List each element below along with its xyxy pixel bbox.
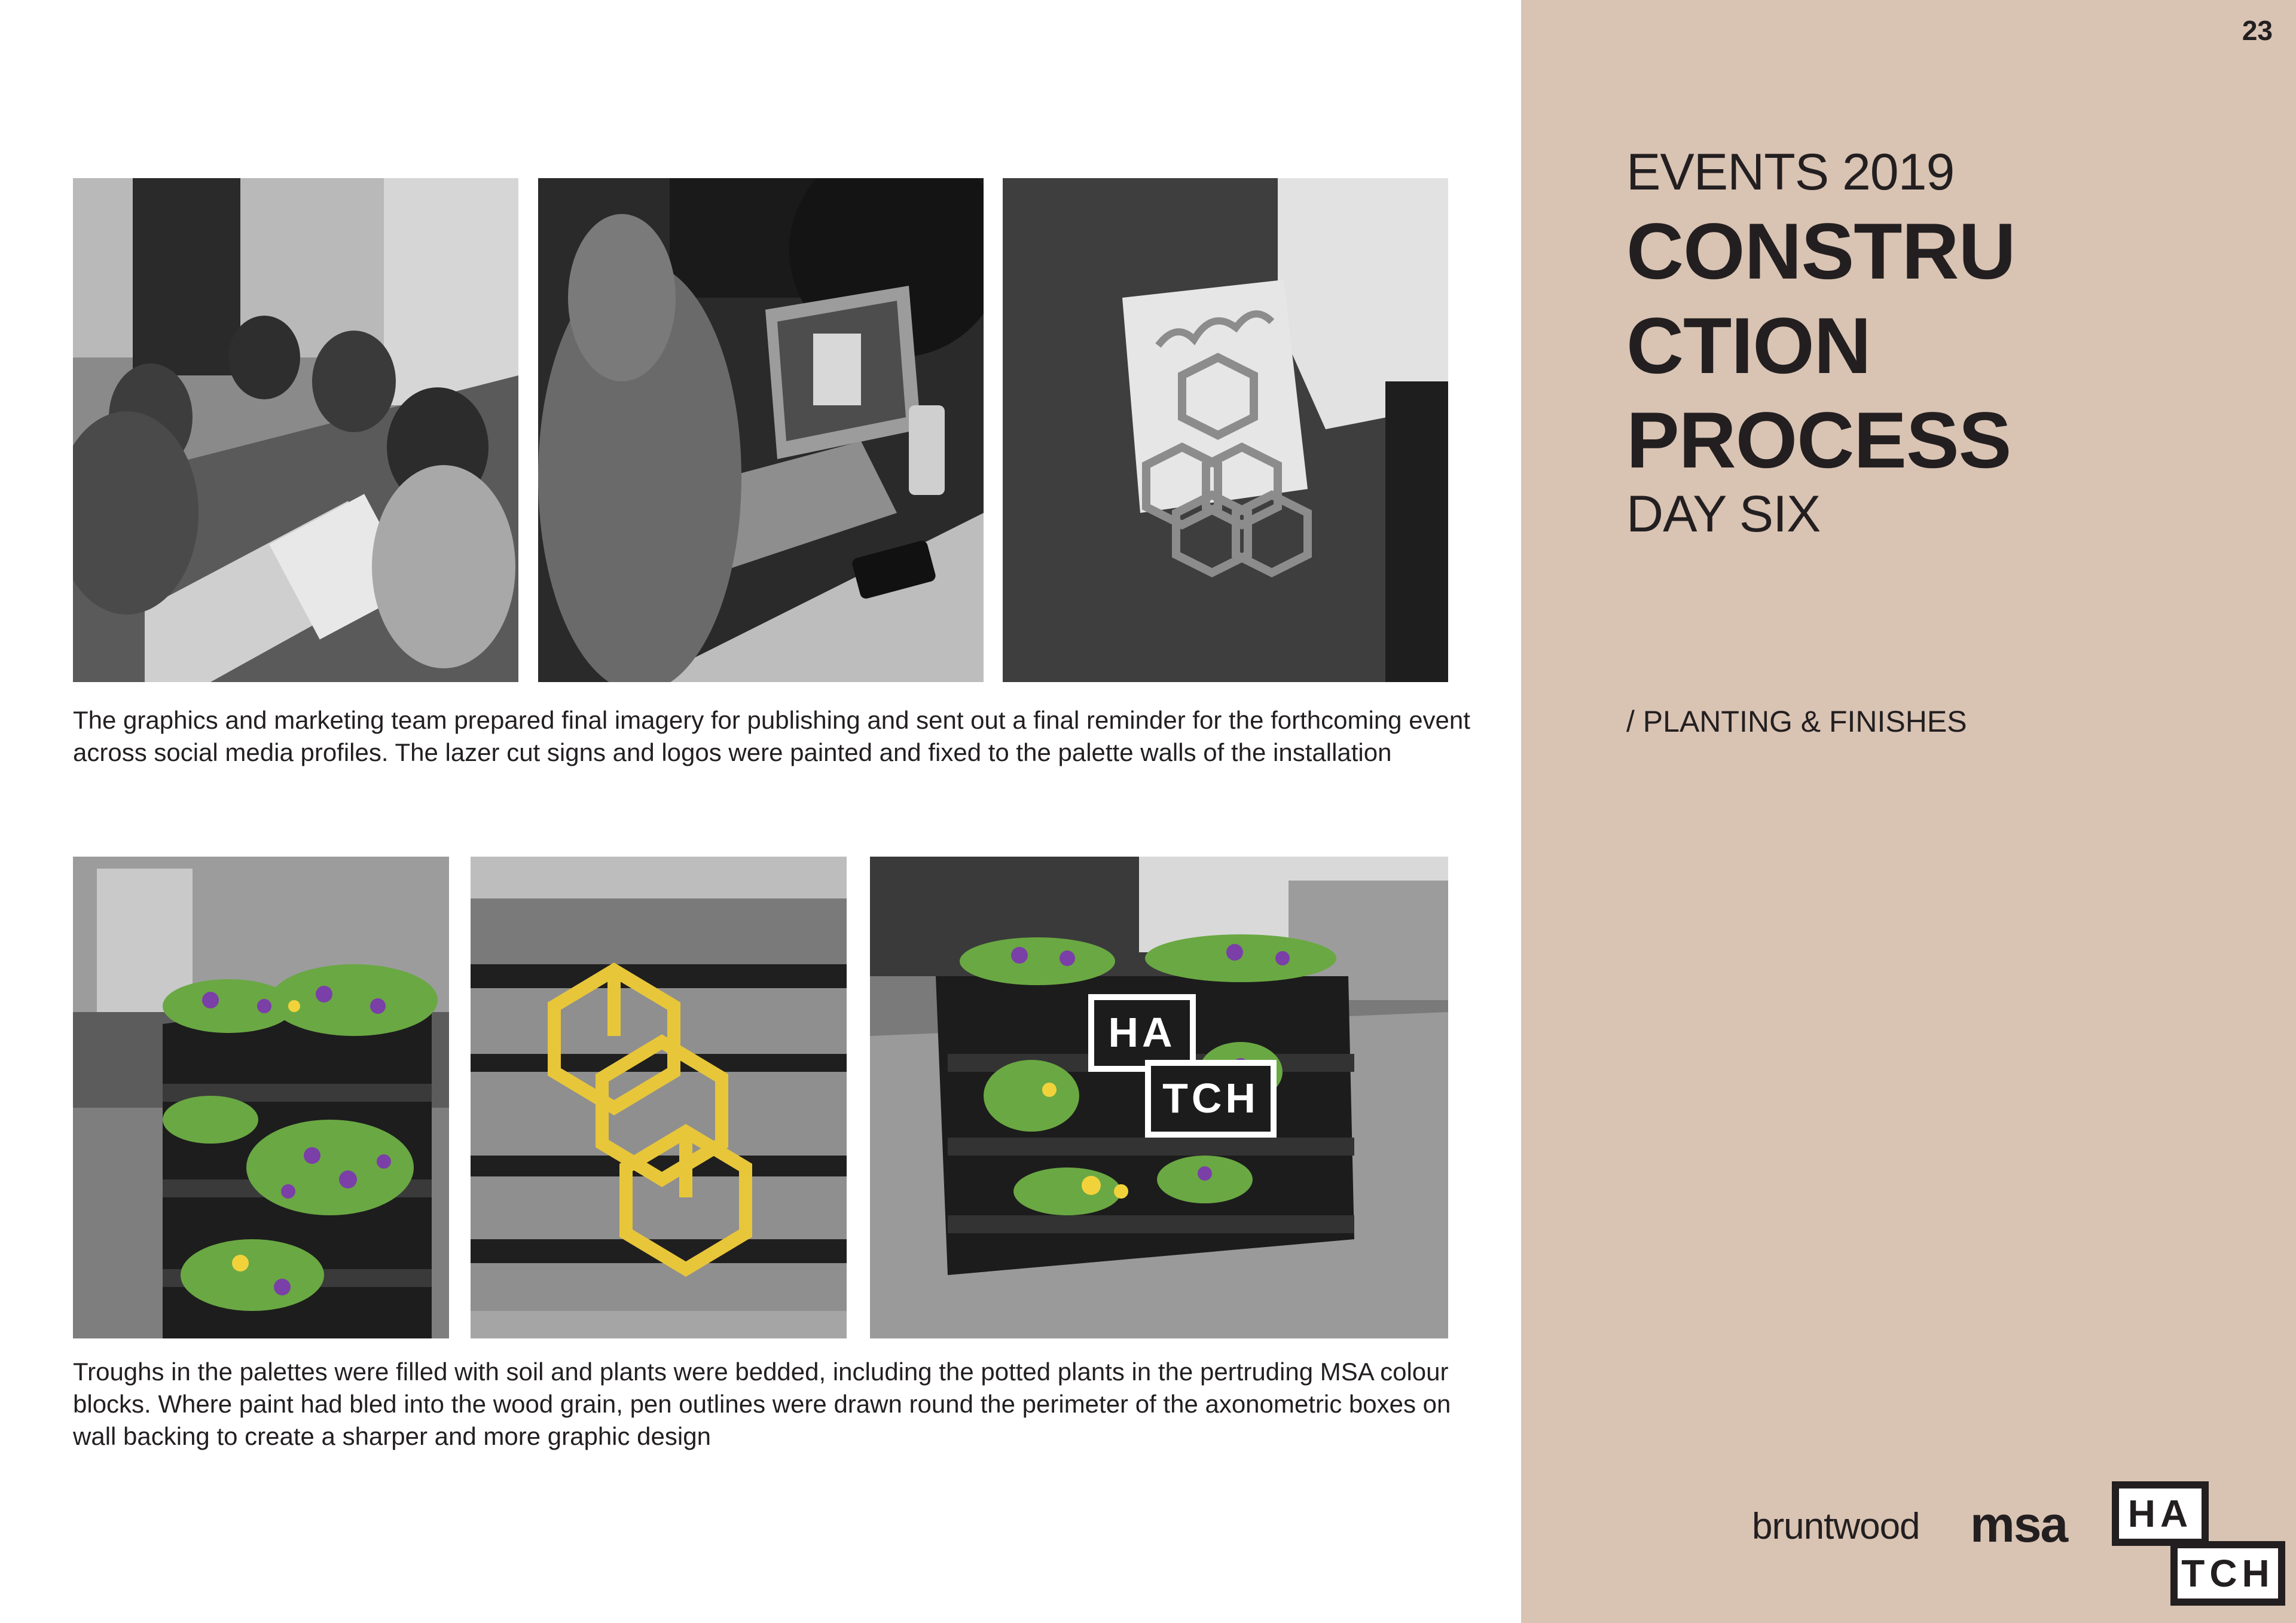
- hatch-logo-bottom: TCH: [2170, 1541, 2285, 1606]
- photo-team-working: [73, 178, 518, 682]
- caption-bottom: Troughs in the palettes were filled with soil and plants were bedded, including the potted plants in the pertruding MSA colour blocks. Where paint had bled into the wood grain, pen outlines were drawn round the perimeter of the axonometric boxes on wall backing to create a sharper and more graphic design: [73, 1358, 1451, 1450]
- section-tag: / PLANTING & FINISHES: [1626, 705, 1967, 738]
- events-heading: EVENTS 2019: [1626, 143, 1955, 201]
- pallet-sign-bottom-text: TCH: [1162, 1075, 1259, 1121]
- title-line-1: CONSTRU: [1626, 207, 2016, 296]
- photo-axonometric-outline: [471, 857, 847, 1338]
- title-line-3: PROCESS: [1626, 396, 2011, 485]
- photo-planted-pallet-side: [73, 857, 449, 1338]
- msa-logo: msa: [1970, 1496, 2068, 1552]
- photo-laser-cut-signs: [1003, 178, 1448, 682]
- hatch-logo: [2112, 1481, 2285, 1607]
- bruntwood-logo: bruntwood: [1752, 1506, 1920, 1547]
- page-title: [1626, 204, 2016, 488]
- caption-top: The graphics and marketing team prepared final imagery for publishing and sent out a final reminder for the forthcoming event across social media profiles. The lazer cut signs and logos were painted and fixed to the palette walls of the installation: [73, 706, 1470, 766]
- title-block: [1626, 142, 2016, 544]
- hatch-logo-top: HA: [2112, 1481, 2209, 1546]
- day-subtitle: DAY SIX: [1626, 485, 1821, 543]
- page-number: 23: [2242, 15, 2273, 46]
- pallet-sign-top-text: HA: [1108, 1009, 1176, 1056]
- photo-laptop-design: [538, 178, 984, 682]
- photo-hatch-pallet-front: [870, 857, 1448, 1338]
- title-line-2: CTION: [1626, 302, 1871, 390]
